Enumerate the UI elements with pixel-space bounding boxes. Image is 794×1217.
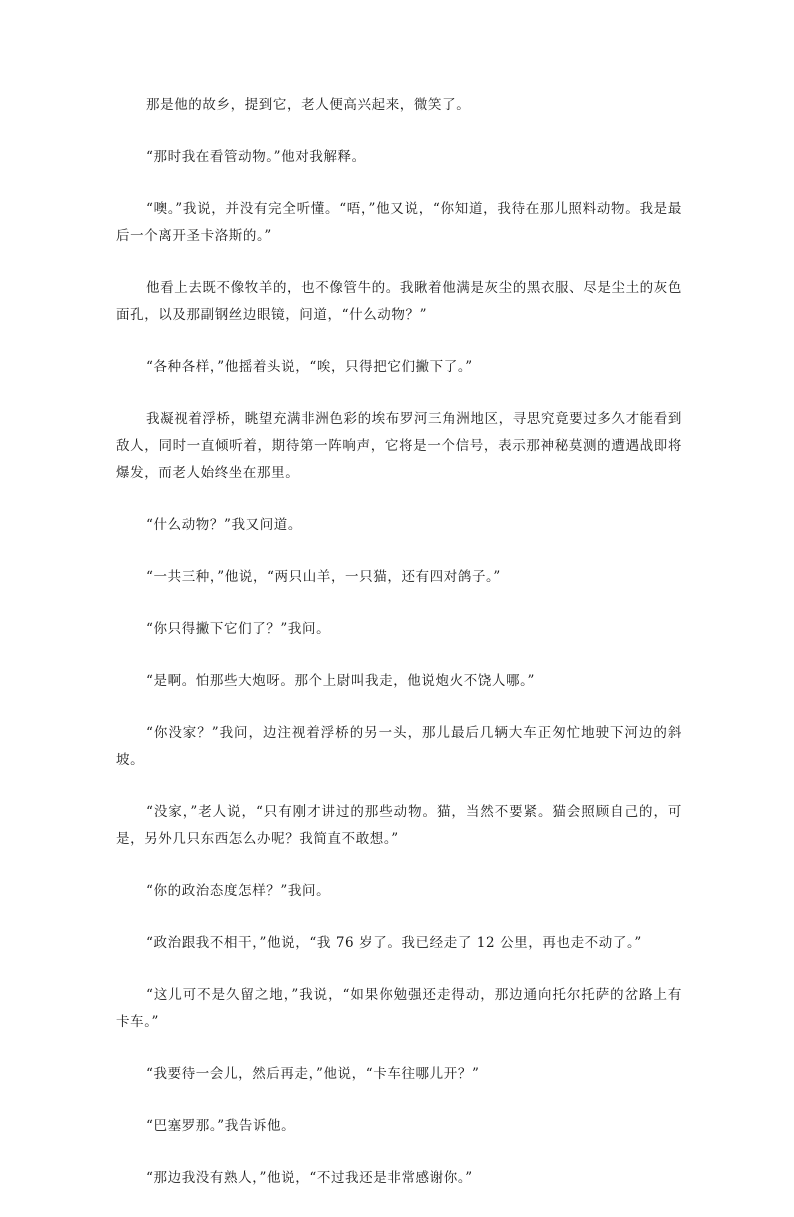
paragraph: 我凝视着浮桥，眺望充满非洲色彩的埃布罗河三角洲地区，寻思究竟要过多久才能看到敌人，同时一直倾听着，期待第一阵响声，它将是一个信号，表示那神秘莫测的遭遇战即将爆发，而老人始终坐在那里。 [116,411,682,481]
paragraph: “没家，”老人说，“只有刚才讲过的那些动物。猫，当然不要紧。猫会照顾自己的，可是，另外几只东西怎么办呢？我简直不敢想。” [116,804,682,847]
paragraph: “政治跟我不相干，”他说，“我 76 岁了。我已经走了 12 公里，再也走不动了。” [146,935,642,951]
paragraph: “一共三种，”他说，“两只山羊，一只猫，还有四对鸽子。” [146,569,501,585]
paragraph: “那时我在看管动物。”他对我解释。 [146,149,366,165]
paragraph: “巴塞罗那。”我告诉他。 [146,1118,296,1134]
paragraph: “各种各样，”他摇着头说，“唉，只得把它们撇下了。” [146,359,473,375]
paragraph: “是啊。怕那些大炮呀。那个上尉叫我走，他说炮火不饶人哪。” [146,673,535,689]
paragraph: “我要待一会儿，然后再走，”他说，“卡车往哪儿开？” [146,1066,480,1082]
paragraph: “这儿可不是久留之地，”我说，“如果你勉强还走得动，那边通向托尔托萨的岔路上有卡车。” [116,987,682,1030]
text-body [116,92,682,1217]
paragraph: “你的政治态度怎样？”我问。 [146,883,331,899]
paragraph: “那边我没有熟人，”他说，“不过我还是非常感谢你。” [146,1170,473,1186]
paragraph: “你没家？”我问，边注视着浮桥的另一头，那儿最后几辆大车正匆忙地驶下河边的斜坡。 [116,725,682,768]
paragraph: 那是他的故乡，提到它，老人便高兴起来，微笑了。 [146,97,471,113]
paragraph: “什么动物？”我又问道。 [146,517,303,533]
paragraph: 他看上去既不像牧羊的，也不像管牛的。我瞅着他满是灰尘的黑衣服、尽是尘土的灰色面孔，以及那副钢丝边眼镜，问道，“什么动物？” [116,280,682,323]
paragraph: “你只得撇下它们了？”我问。 [146,621,331,637]
paragraph: “噢。”我说，并没有完全听懂。“唔，”他又说，“你知道，我待在那儿照料动物。我是最后一个离开圣卡洛斯的。” [116,201,682,244]
